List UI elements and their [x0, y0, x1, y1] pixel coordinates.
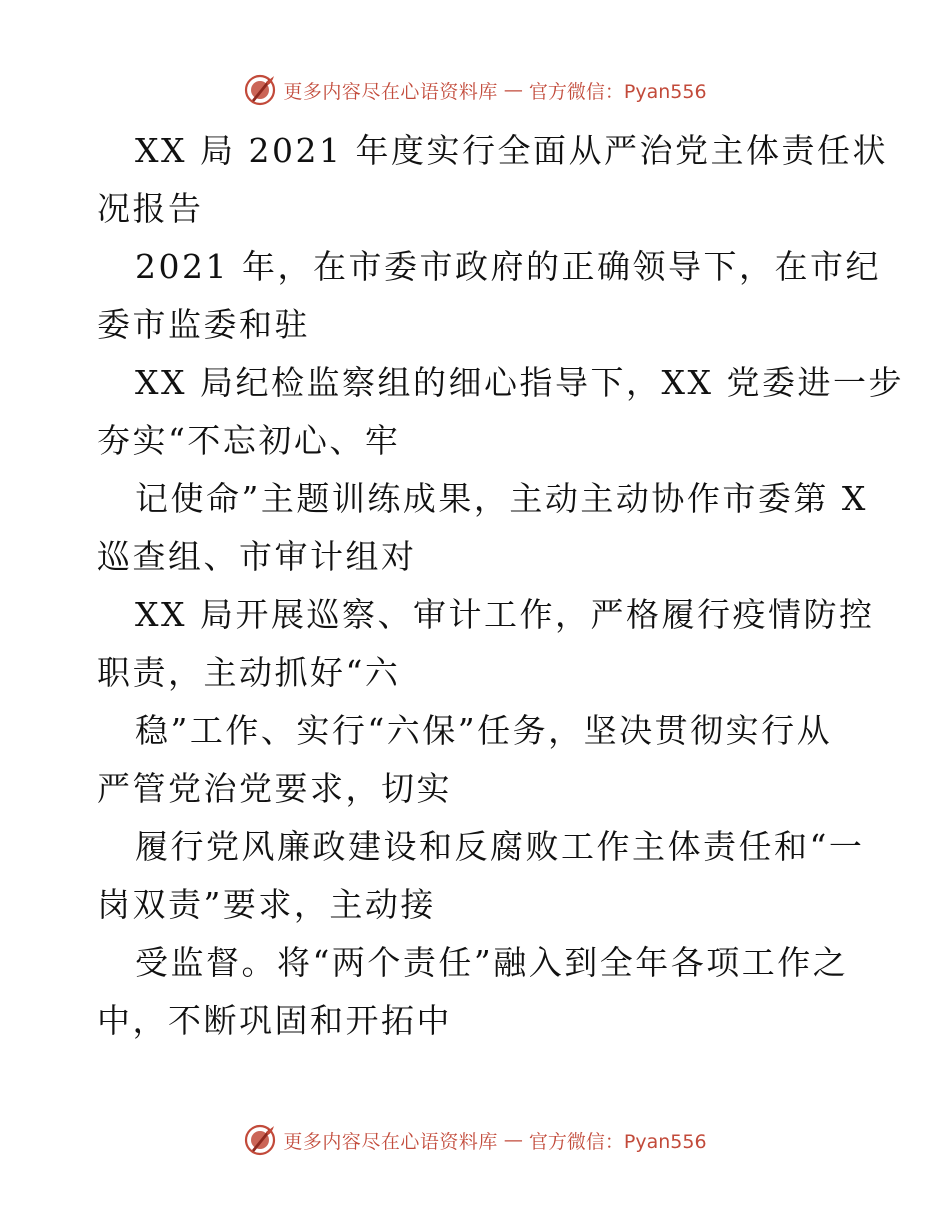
body-line: 受监督。将“两个责任”融入到全年各项工作之	[135, 943, 849, 982]
quill-seal-logo-icon	[243, 1123, 277, 1157]
body-line: 巡查组、市审计组对	[97, 537, 417, 576]
quill-seal-logo-icon	[243, 73, 277, 107]
title-line-1: XX 局 2021 年度实行全面从严治党主体责任状	[135, 131, 888, 170]
watermark-text: 更多内容尽在心语资料库	[283, 80, 498, 103]
watermark-text: 更多内容尽在心语资料库	[283, 1130, 498, 1153]
body-line: 记使命”主题训练成果，主动主动协作市委第 X	[135, 479, 868, 518]
header-watermark	[0, 70, 950, 110]
body-line: 2021 年，在市委市政府的正确领导下，在市纪	[135, 247, 881, 286]
body-line: XX 局纪检监察组的细心指导下，XX 党委进一步	[135, 363, 904, 402]
body-line: 职责，主动抓好“六	[97, 653, 401, 692]
document-body	[97, 122, 904, 1050]
watermark-dash: —	[503, 1129, 523, 1151]
body-line: 岗双责”要求，主动接	[97, 885, 436, 924]
footer-watermark	[0, 1120, 950, 1160]
body-line: 中，不断巩固和开拓中	[97, 1001, 452, 1040]
title-line-2: 况报告	[97, 189, 204, 228]
body-line: 严管党治党要求，切实	[97, 769, 452, 808]
body-line: 稳”工作、实行“六保”任务，坚决贯彻实行从	[135, 711, 833, 750]
body-line: 夯实“不忘初心、牢	[97, 421, 401, 460]
watermark-contact: 官方微信：Pyan556	[528, 80, 707, 103]
body-line: XX 局开展巡察、审计工作，严格履行疫情防控	[135, 595, 875, 634]
watermark-contact: 官方微信：Pyan556	[528, 1130, 707, 1153]
body-line: 履行党风廉政建设和反腐败工作主体责任和“一	[135, 827, 865, 866]
watermark-dash: —	[503, 79, 523, 101]
body-line: 委市监委和驻	[97, 305, 310, 344]
